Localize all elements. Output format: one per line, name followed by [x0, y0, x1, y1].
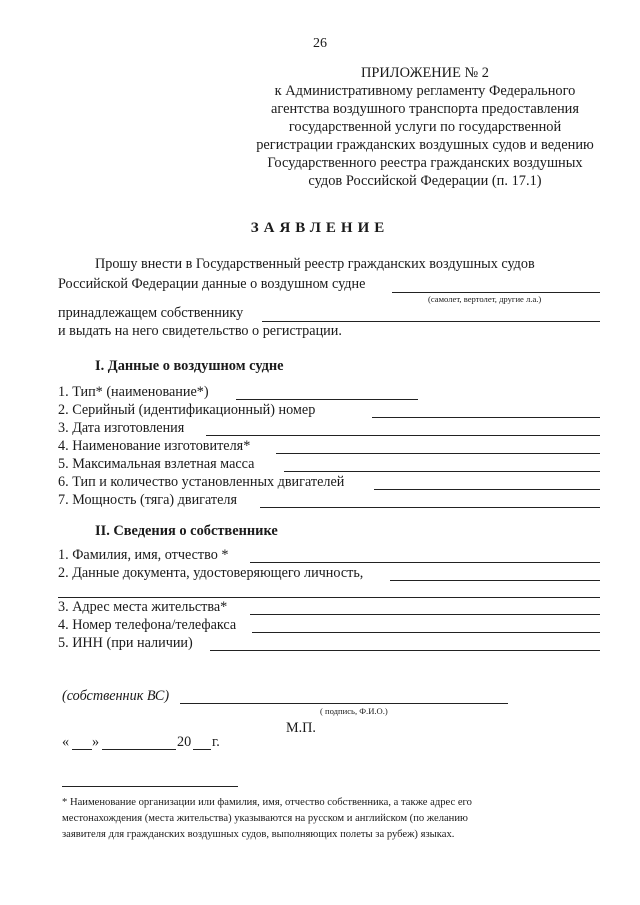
- owner-item-field[interactable]: [390, 580, 600, 581]
- date-close-quote: »: [92, 734, 100, 750]
- date-month-field[interactable]: [102, 749, 176, 750]
- appendix-line: Государственного реестра гражданских воздушных: [267, 155, 583, 171]
- owner-item-label: 5. ИНН (при наличии): [58, 635, 193, 651]
- aircraft-item-label: 7. Мощность (тяга) двигателя: [58, 492, 238, 508]
- aircraft-field-hint: (самолет, вертолет, другие л.а.): [428, 294, 542, 304]
- page-number: 26: [313, 36, 327, 51]
- section-1-heading: I. Данные о воздушном судне: [95, 358, 284, 374]
- intro-line: и выдать на него свидетельство о регистрации.: [58, 323, 342, 339]
- footnote-separator: [62, 786, 238, 787]
- date-open-quote: «: [62, 734, 70, 750]
- aircraft-item-label: 2. Серийный (идентификационный) номер: [58, 402, 316, 418]
- owner-signature-label: (собственник ВС): [62, 688, 170, 704]
- date-day-field[interactable]: [72, 749, 92, 750]
- owner-item-label: 1. Фамилия, имя, отчество *: [58, 547, 229, 563]
- footnote-line: * Наименование организации или фамилия, имя, отчество собственника, а также адрес его: [62, 797, 472, 808]
- aircraft-item-label: 3. Дата изготовления: [58, 420, 185, 436]
- date-year-field[interactable]: [193, 749, 211, 750]
- intro-line: Прошу внести в Государственный реестр гражданских воздушных судов: [95, 256, 535, 272]
- owner-item-field[interactable]: [252, 632, 600, 633]
- intro-line: Российской Федерации данные о воздушном судне: [58, 276, 366, 292]
- aircraft-item-label: 5. Максимальная взлетная масса: [58, 456, 255, 472]
- aircraft-item-field[interactable]: [236, 399, 418, 400]
- aircraft-item-field[interactable]: [260, 507, 600, 508]
- intro-line: принадлежащем собственнику: [58, 305, 244, 321]
- owner-item-label: 4. Номер телефона/телефакса: [58, 617, 237, 633]
- owner-item-field[interactable]: [250, 614, 600, 615]
- document-title: ЗАЯВЛЕНИЕ: [250, 220, 390, 236]
- aircraft-item-field[interactable]: [276, 453, 600, 454]
- owner-item-label: 2. Данные документа, удостоверяющего личность,: [58, 565, 364, 581]
- section-2-heading: II. Сведения о собственнике: [95, 523, 278, 539]
- owner-item-field[interactable]: [250, 562, 600, 563]
- appendix-line: судов Российской Федерации (п. 17.1): [308, 173, 542, 189]
- appendix-line: государственной услуги по государственной: [288, 119, 562, 135]
- aircraft-item-field[interactable]: [374, 489, 600, 490]
- appendix-heading: ПРИЛОЖЕНИЕ № 2: [361, 65, 489, 81]
- aircraft-item-label: 4. Наименование изготовителя*: [58, 438, 251, 454]
- footnote-line: местонахождения (места жительства) указываются на русском и английском (по желанию: [62, 813, 468, 824]
- aircraft-item-label: 1. Тип* (наименование*): [58, 384, 209, 400]
- appendix-line: к Административному регламенту Федерального: [274, 83, 576, 99]
- appendix-line: регистрации гражданских воздушных судов и ведению: [256, 137, 594, 153]
- aircraft-item-field[interactable]: [372, 417, 600, 418]
- owner-field-line[interactable]: [262, 321, 600, 322]
- aircraft-item-field[interactable]: [284, 471, 600, 472]
- owner-item-label: 3. Адрес места жительства*: [58, 599, 228, 615]
- appendix-line: агентства воздушного транспорта предоставления: [271, 101, 579, 117]
- aircraft-item-field[interactable]: [206, 435, 600, 436]
- signature-field-line[interactable]: [180, 703, 508, 704]
- footnote-line: заявителя для гражданских воздушных судов, выполняющих полеты за рубеж) языках.: [62, 829, 455, 840]
- date-year-prefix: 20: [177, 734, 192, 750]
- aircraft-item-label: 6. Тип и количество установленных двигателей: [58, 474, 345, 490]
- signature-hint: ( подпись, Ф.И.О.): [320, 706, 388, 716]
- owner-item-field[interactable]: [210, 650, 600, 651]
- aircraft-field-line[interactable]: [392, 292, 600, 293]
- owner-item-field-continuation[interactable]: [58, 597, 600, 598]
- date-year-suffix: г.: [212, 734, 220, 750]
- stamp-label: М.П.: [286, 720, 316, 736]
